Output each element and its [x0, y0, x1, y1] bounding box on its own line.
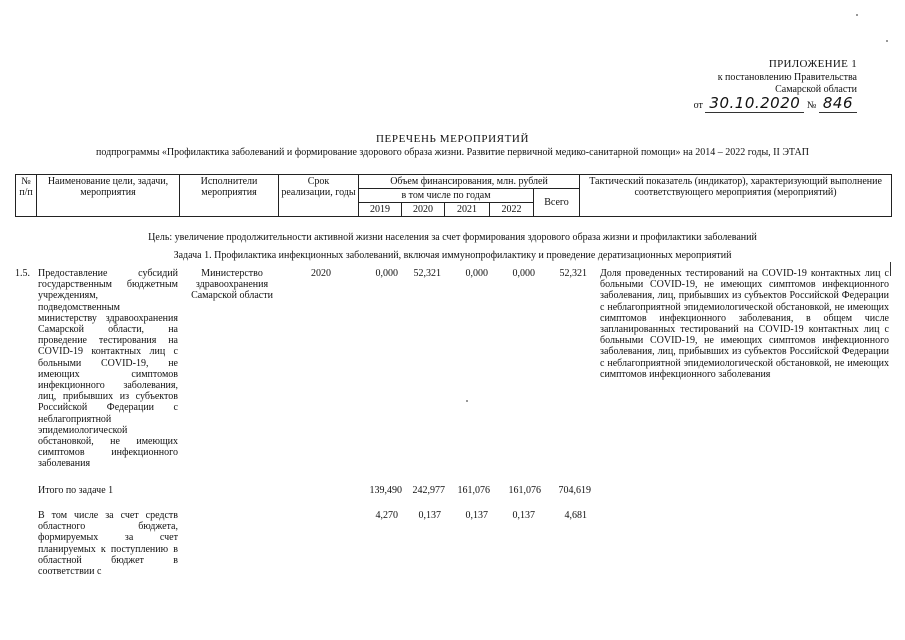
header-year-2021: 2021 [445, 203, 490, 217]
header-by-years: в том числе по годам [359, 189, 534, 203]
regional-row-value-2021: 0,137 [465, 510, 488, 521]
header-name: Наименование цели, задачи, мероприятия [37, 175, 180, 217]
row-1-5-indicator: Доля проведенных тестирований на COVID-19 контактных лиц с больными COVID-19, не имеющих симптомов инфекционного заболевания, лиц, прибывших из субъектов Российской Федерации с неблагоприятной эпидемиологической обстановкой, не имеющих симптомов инфекционного заболевания, в общем числе запланированных тестирований на COVID-19 контактных лиц с больными COVID-19, не имеющих симптомов инфекционного заболевания, лиц, прибывших из субъектов Российской Федерации с неблагоприятной эпидемиологической обстановкой, не имеющих симптомов инфекционного заболевания [600, 268, 889, 380]
row-1-5-name: Предоставление субсидий государственным бюджетным учреждениям, подведомственным министерству здравоохранения Самарской области, на проведение тестирования на COVID-19 контактных лиц с больными COVID-19, не имеющих симптомов инфекционного заболевания, лиц, прибывших из субъектов Российской Федерации с неблагоприятной эпидемиологической обстановкой, не имеющих симптомов инфекционного заболевания [38, 268, 178, 470]
regional-row-value-2022: 0,137 [512, 510, 535, 521]
row-1-5-num: 1.5. [15, 268, 30, 279]
appendix-date-line [667, 93, 857, 113]
header-year-2019: 2019 [359, 203, 402, 217]
regional-row-total: 4,681 [564, 510, 587, 521]
table-header [15, 174, 892, 217]
goal-line: Цель: увеличение продолжительности активной жизни населения за счет формирования здорового образа жизни и профилактики заболеваний [148, 232, 757, 243]
total-row-label: Итого по задаче 1 [38, 485, 114, 496]
row-1-5-executor: Министерство здравоохранения Самарской области [191, 268, 273, 302]
scan-speck [886, 40, 888, 42]
right-edge-rule [890, 262, 891, 276]
row-1-5-value-2022: 0,000 [512, 268, 535, 279]
appendix-line-1: к постановлению Правительства [717, 71, 857, 83]
regional-row-label: В том числе за счет средств областного бюджета, формируемых за счет планируемых к поступлению в областной бюджет в соответствии с [38, 510, 178, 578]
appendix-title: ПРИЛОЖЕНИЕ 1 [768, 58, 857, 70]
appendix-line-2: Самарской области [775, 84, 857, 95]
appendix-number-sign: № [806, 99, 817, 111]
header-indicator: Тактический показатель (индикатор), характеризующий выполнение соответствующего мероприятия (мероприятий) [580, 175, 892, 217]
regional-row-value-2020: 0,137 [418, 510, 441, 521]
row-1-5-total: 52,321 [559, 268, 587, 279]
total-row-value-2020: 242,977 [412, 485, 445, 496]
scan-speck [856, 14, 858, 16]
document-subtitle: подпрограммы «Профилактика заболеваний и формирование здорового образа жизни. Развитие первичной медико-санитарной помощи» на 2014 – 2022 годы, II ЭТАП [96, 147, 809, 158]
header-year-2020: 2020 [402, 203, 445, 217]
task-line: Задача 1. Профилактика инфекционных заболеваний, включая иммунопрофилактику и проведение дератизационных мероприятий [173, 250, 732, 261]
header-total: Всего [534, 189, 580, 217]
appendix-date-prefix: от [693, 99, 703, 111]
regional-row-value-2019: 4,270 [375, 510, 398, 521]
appendix-date: 30.10.2020 [705, 94, 804, 113]
total-row-value-2022: 161,076 [508, 485, 541, 496]
appendix-block [667, 58, 857, 112]
header-executors: Исполнители мероприятия [180, 175, 279, 217]
header-year-2022: 2022 [490, 203, 534, 217]
row-1-5-term: 2020 [311, 268, 331, 279]
row-1-5-value-2021: 0,000 [465, 268, 488, 279]
total-row-value-2021: 161,076 [457, 485, 490, 496]
scan-speck [466, 400, 468, 402]
header-num: № п/п [16, 175, 37, 217]
row-1-5-value-2019: 0,000 [375, 268, 398, 279]
total-row-value-2019: 139,490 [369, 485, 402, 496]
header-term: Срок реализации, годы [279, 175, 359, 217]
appendix-number: 846 [819, 94, 857, 113]
document-title: ПЕРЕЧЕНЬ МЕРОПРИЯТИЙ [375, 133, 530, 145]
total-row-total: 704,619 [558, 485, 591, 496]
row-1-5-value-2020: 52,321 [413, 268, 441, 279]
header-funding: Объем финансирования, млн. рублей [359, 175, 580, 189]
